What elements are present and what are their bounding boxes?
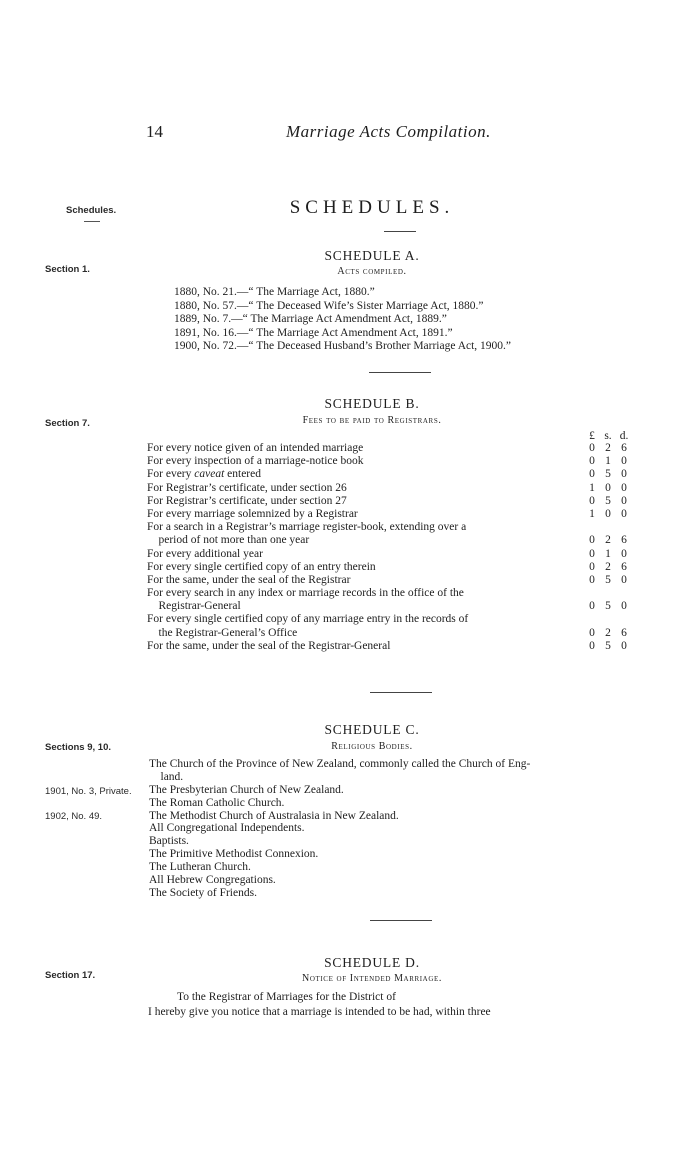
fee-row: For every caveat entered [147, 468, 261, 481]
fee-amount: 0 2 6 [589, 560, 627, 573]
schedule-c-subheading: Religious Bodies. [331, 741, 413, 752]
schedule-c-heading: SCHEDULE C. [324, 722, 420, 737]
running-title: Marriage Acts Compilation. [286, 122, 491, 141]
fee-amount: 1 0 0 [589, 507, 627, 520]
fee-row: For every search in any index or marriage records in the office of the [147, 587, 464, 600]
fee-amount: 0 5 0 [589, 600, 627, 613]
fee-row: For every single certified copy of an entry therein [147, 560, 376, 573]
fee-amount: 0 1 0 [589, 455, 627, 468]
religious-bodies-list [149, 758, 530, 900]
fee-amount: 0 2 6 [589, 626, 627, 639]
fee-row: For every additional year [147, 547, 263, 560]
side-note-rule [84, 221, 100, 222]
schedule-b-heading: SCHEDULE B. [324, 396, 420, 411]
religious-body: The Primitive Methodist Connexion. [149, 848, 319, 861]
fee-amount [584, 521, 632, 534]
schedule-divider [370, 920, 432, 921]
shillings-header: s. [604, 430, 612, 442]
religious-body: The Presbyterian Church of New Zealand. [149, 783, 344, 796]
fee-row: Registrar-General [147, 600, 241, 613]
side-note-1902: 1902, No. 49. [45, 811, 103, 822]
fee-amount: 0 5 0 [589, 468, 627, 481]
religious-body: All Hebrew Congregations. [149, 874, 276, 887]
notice-line-1: To the Registrar of Marriages for the District of [177, 991, 396, 1003]
religious-body: All Congregational Independents. [149, 822, 305, 835]
fee-amount: 0 5 0 [589, 573, 627, 586]
fee-row: For the same, under the seal of the Registrar [147, 573, 351, 586]
schedule-d-subheading: Notice of Intended Marriage. [302, 973, 442, 984]
side-note-sections-9-10: Sections 9, 10. [45, 742, 112, 753]
schedule-a-subheading: Acts compiled. [337, 266, 407, 277]
act-entry: 1891, No. 16.—“ The Marriage Act Amendment Act, 1891.” [174, 326, 453, 339]
religious-body: The Church of the Province of New Zealand, commonly called the Church of Eng- [149, 758, 531, 770]
schedule-a-heading: SCHEDULE A. [324, 248, 420, 263]
side-note-schedules: Schedules. [66, 205, 117, 216]
schedule-a-acts-list [174, 286, 511, 354]
fee-amount: 1 0 0 [589, 481, 627, 494]
fee-row: For every single certified copy of any marriage entry in the records of [147, 613, 469, 626]
pounds-header: £ [589, 430, 595, 442]
fee-amount: 0 2 6 [589, 534, 627, 547]
page-number: 14 [146, 122, 163, 141]
fees-table [147, 442, 577, 653]
fee-amount [584, 613, 632, 626]
fee-row: For every inspection of a marriage-notice book [147, 455, 364, 468]
religious-body: The Roman Catholic Church. [149, 796, 285, 809]
fee-amount: 0 1 0 [589, 547, 627, 560]
pence-header: d. [619, 430, 629, 442]
religious-body: Baptists. [149, 835, 189, 848]
fee-row: For every marriage solemnized by a Registrar [147, 507, 358, 520]
religious-body: The Methodist Church of Australasia in New Zealand. [149, 809, 399, 822]
fee-row: For every notice given of an intended marriage [147, 442, 364, 454]
schedule-divider [369, 372, 431, 373]
fee-row: For the same, under the seal of the Registrar-General [147, 639, 391, 652]
schedule-b-subheading: Fees to be paid to Registrars. [302, 415, 442, 426]
fee-amount [584, 587, 632, 600]
main-title: SCHEDULES. [289, 197, 455, 218]
notice-line-2: I hereby give you notice that a marriage is intended to be had, within three [148, 1006, 491, 1018]
religious-body: The Lutheran Church. [149, 861, 251, 874]
side-note-section-17: Section 17. [45, 970, 96, 981]
side-note-section-1: Section 1. [45, 264, 90, 275]
schedule-d-heading: SCHEDULE D. [324, 955, 420, 970]
fee-row: the Registrar-General’s Office [147, 626, 298, 639]
fee-row: period of not more than one year [147, 534, 310, 547]
fee-row: For Registrar’s certificate, under section 26 [147, 481, 347, 494]
fee-amounts [584, 442, 632, 653]
fee-amount: 0 2 6 [589, 442, 627, 454]
side-note-section-7: Section 7. [45, 418, 90, 429]
title-rule [384, 231, 416, 232]
fee-amount: 0 5 0 [589, 639, 627, 652]
act-entry: 1900, No. 72.—“ The Deceased Husband’s Brother Marriage Act, 1900.” [174, 340, 512, 353]
caveat-italic: caveat [194, 468, 225, 481]
fee-row: For a search in a Registrar’s marriage register-book, extending over a [147, 521, 467, 534]
act-entry: 1889, No. 7.—“ The Marriage Act Amendment Act, 1889.” [174, 313, 447, 326]
act-entry: 1880, No. 21.—“ The Marriage Act, 1880.” [174, 286, 375, 298]
fee-row: For Registrar’s certificate, under section 27 [147, 494, 347, 507]
schedule-divider [370, 692, 432, 693]
act-entry: 1880, No. 57.—“ The Deceased Wife’s Sister Marriage Act, 1880.” [174, 299, 484, 312]
side-note-1901-private: 1901, No. 3, Private. [45, 786, 132, 797]
fee-amount: 0 5 0 [589, 494, 627, 507]
religious-body: The Society of Friends. [149, 886, 257, 899]
religious-body: land. [149, 770, 184, 783]
